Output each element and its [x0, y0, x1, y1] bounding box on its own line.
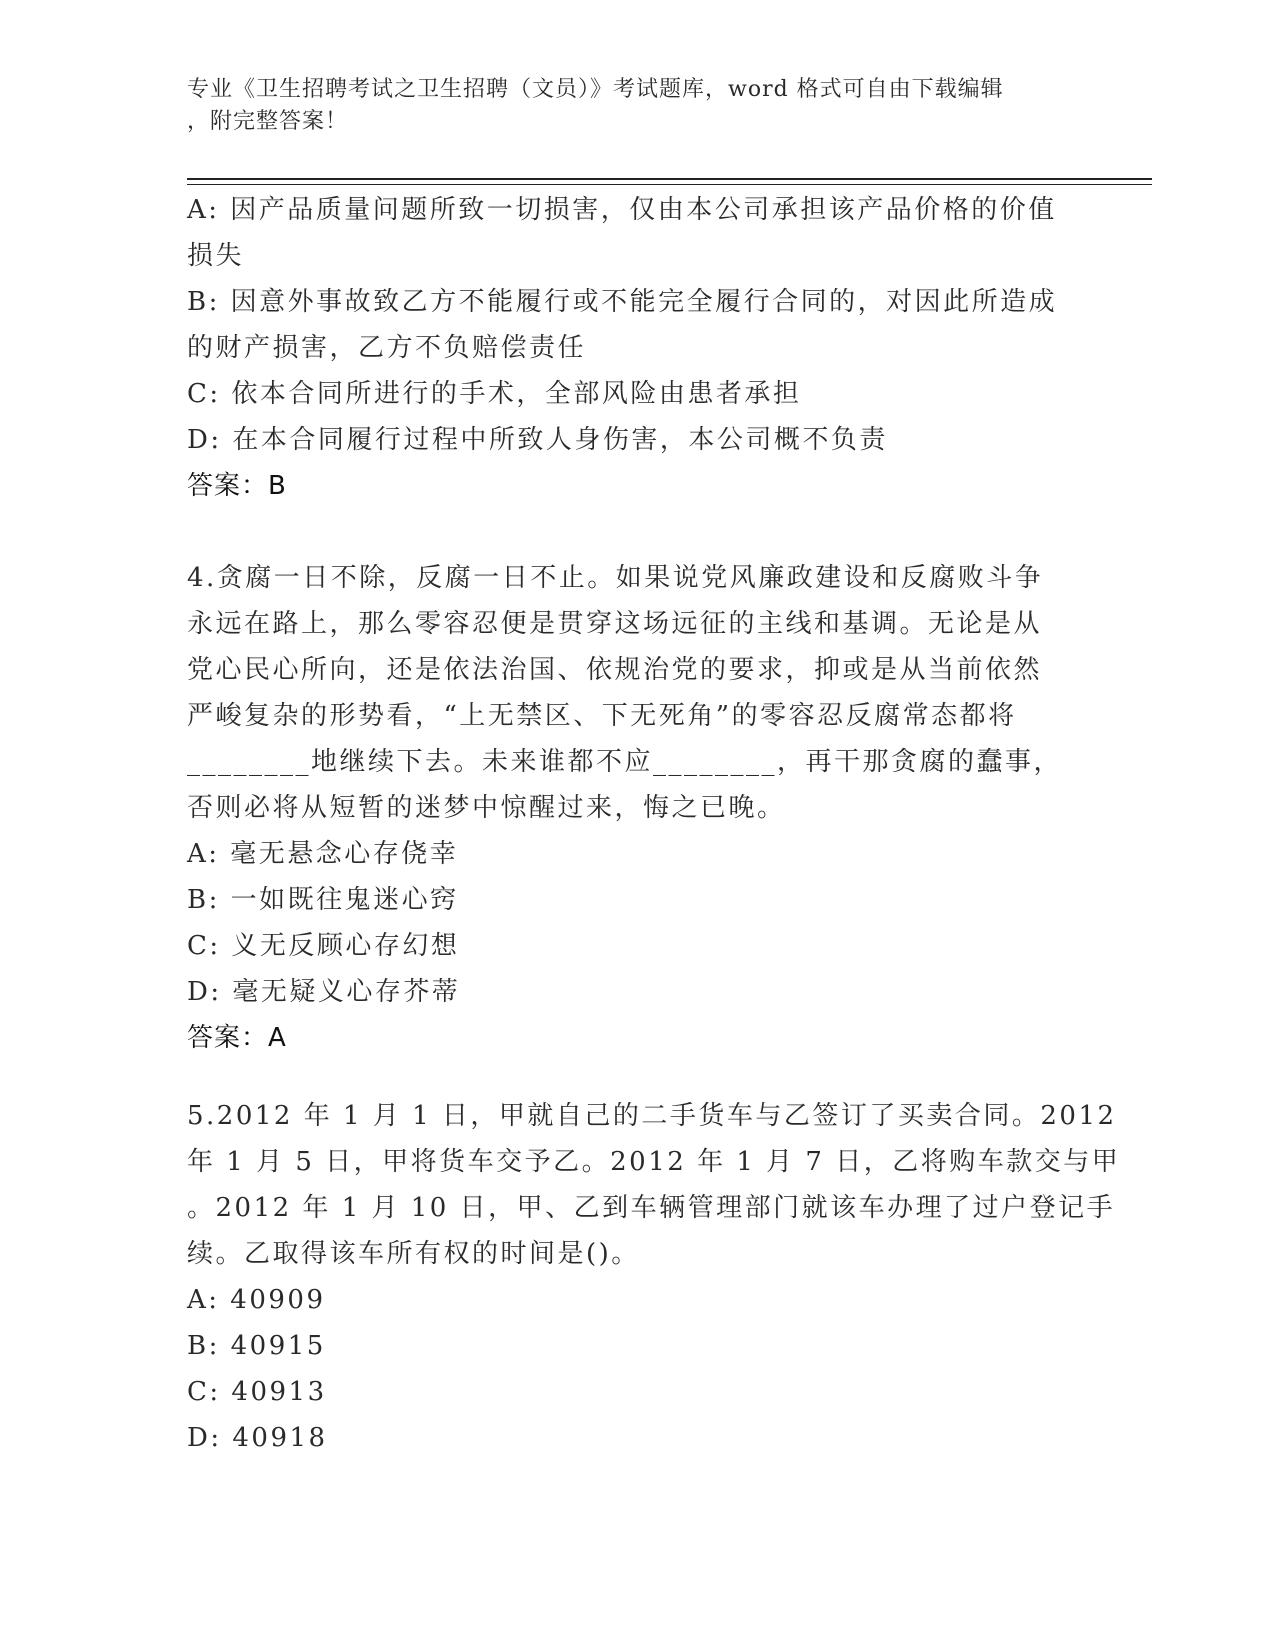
q4-stem-line-6: 否则必将从短暂的迷梦中惊醒过来，悔之已晚。 [187, 793, 786, 823]
q5-option-d: D: 40918 [187, 1423, 328, 1453]
header-line-2: ，附完整答案！ [187, 109, 349, 134]
header-line-1: 专业《卫生招聘考试之卫生招聘（文员）》考试题库，word 格式可自由下载编辑 [187, 77, 1004, 102]
header-divider-thick [187, 178, 1152, 180]
question-4-block [187, 555, 1087, 1061]
q3-option-b-line-2: 的财产损害，乙方不负赔偿责任 [187, 333, 587, 363]
q3-answer: 答案：B [187, 471, 287, 501]
q4-option-b: B: 一如既往鬼迷心窍 [187, 885, 459, 915]
q4-option-c: C: 义无反顾心存幻想 [187, 931, 460, 961]
q5-stem-line-3: 。2012 年 1 月 10 日，甲、乙到车辆管理部门就该车办理了过户登记手 [187, 1193, 1116, 1223]
q5-stem-line-1: 5.2012 年 1 月 1 日，甲就自己的二手货车与乙签订了买卖合同。2012 [187, 1101, 1117, 1131]
q5-stem-line-4: 续。乙取得该车所有权的时间是()。 [187, 1239, 640, 1269]
q4-option-a: A: 毫无悬念心存侥幸 [187, 839, 459, 869]
q5-option-a: A: 40909 [187, 1285, 326, 1315]
question-3-block [187, 187, 1087, 509]
q3-option-a-line-2: 损失 [187, 241, 245, 271]
q5-option-b: B: 40915 [187, 1331, 326, 1361]
q5-option-c: C: 40913 [187, 1377, 327, 1407]
q5-stem-line-2: 年 1 月 5 日，甲将货车交予乙。2012 年 1 月 7 日，乙将购车款交与甲 [187, 1147, 1121, 1177]
q3-option-a-line-1: A: 因产品质量问题所致一切损害，仅由本公司承担该产品价格的价值 [187, 195, 1057, 225]
q4-answer: 答案：A [187, 1023, 287, 1053]
header-divider-thin [187, 184, 1152, 185]
q4-stem-line-2: 永远在路上，那么零容忍便是贯穿这场远征的主线和基调。无论是从 [187, 609, 1043, 639]
q3-option-d: D: 在本合同履行过程中所致人身伤害，本公司概不负责 [187, 425, 888, 455]
q4-option-d: D: 毫无疑义心存芥蒂 [187, 977, 461, 1007]
q3-option-c: C: 依本合同所进行的手术，全部风险由患者承担 [187, 379, 802, 409]
q4-stem-line-1: 4.贪腐一日不除，反腐一日不止。如果说党风廉政建设和反腐败斗争 [187, 563, 1044, 593]
document-header [187, 74, 1067, 138]
question-5-block [187, 1093, 1121, 1461]
q4-stem-line-4: 严峻复杂的形势看，“上无禁区、下无死角”的零容忍反腐常态都将 [187, 701, 1017, 731]
q3-option-b-line-1: B: 因意外事故致乙方不能履行或不能完全履行合同的，对因此所造成 [187, 287, 1058, 317]
q4-stem-line-5: ________地继续下去。未来谁都不应________，再干那贪腐的蠢事， [187, 747, 1063, 777]
q4-stem-line-3: 党心民心所向，还是依法治国、依规治党的要求，抑或是从当前依然 [187, 655, 1043, 685]
